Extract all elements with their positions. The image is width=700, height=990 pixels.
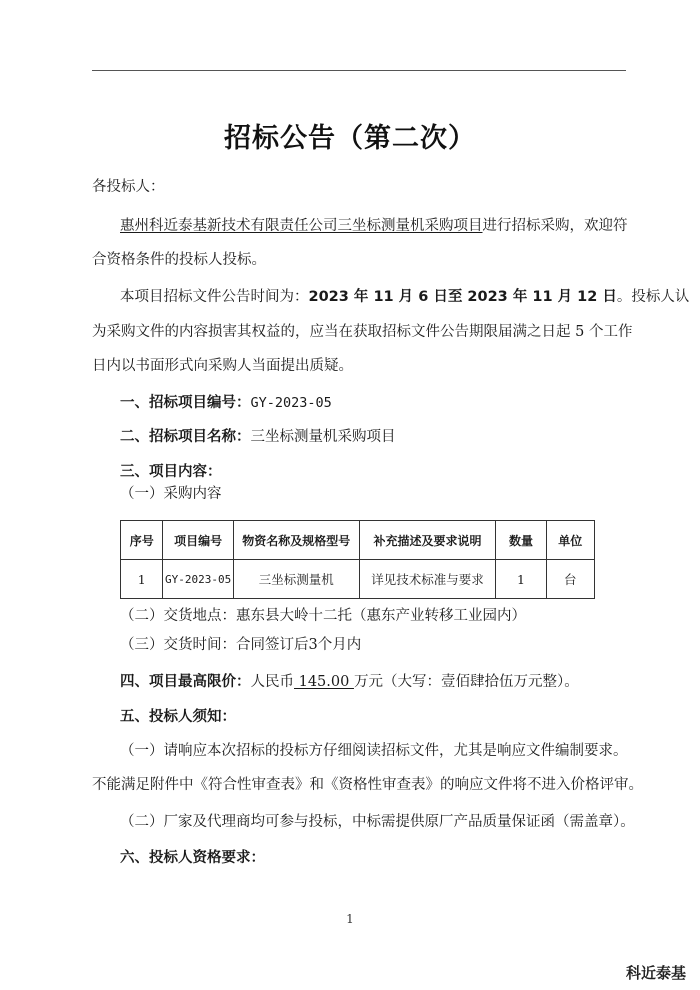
column-header: 物资名称及规格型号 <box>233 521 359 560</box>
notice-period: 2023 年 11 月 6 日至 2023 年 11 月 12 日 <box>308 289 617 305</box>
header-rule <box>92 70 626 71</box>
page-number: 1 <box>346 912 354 926</box>
section-6-label: 六、投标人资格要求： <box>120 850 265 866</box>
section-4 <box>120 673 579 691</box>
section-2-label: 二、招标项目名称： <box>120 429 251 445</box>
delivery-place: （二）交货地点：惠东县大岭十二托（惠东产业转移工业园内） <box>120 608 526 624</box>
delivery-time: （三）交货时间：合同签订后3个月内 <box>120 637 362 653</box>
section-5-item-2: （二）厂家及代理商均可参与投标，中标需提供原厂产品质量保证函（需盖章）。 <box>120 814 635 830</box>
table-header-row <box>121 521 595 560</box>
intro-line-2: 合资格条件的投标人投标。 <box>92 252 266 268</box>
project-name: 三坐标测量机采购项目 <box>250 429 396 445</box>
table-cell: 台 <box>546 560 594 599</box>
notice-suffix: 。投标人认 <box>616 289 690 305</box>
column-header: 单位 <box>546 521 594 560</box>
notice-line-2: 为采购文件的内容损害其权益的，应当在获取招标文件公告期限届满之日起 5 个工作 <box>92 324 633 340</box>
section-3-sub-1: （一）采购内容 <box>120 486 222 502</box>
project-code: GY-2023-05 <box>250 395 332 411</box>
table-cell: 1 <box>121 560 163 599</box>
intro-line-1 <box>120 217 628 235</box>
column-header: 项目编号 <box>163 521 233 560</box>
column-header: 序号 <box>121 521 163 560</box>
page-title: 招标公告（第二次） <box>224 123 476 154</box>
company-project-name: 惠州科近泰基新技术有限责任公司三坐标测量机采购项目 <box>120 218 483 234</box>
column-header: 补充描述及要求说明 <box>359 521 496 560</box>
table-cell: 1 <box>496 560 546 599</box>
section-3-label: 三、项目内容： <box>120 464 222 480</box>
section-5-label: 五、投标人须知： <box>120 709 236 725</box>
procurement-table <box>120 520 595 599</box>
table-cell: 详见技术标准与要求 <box>359 560 496 599</box>
watermark: 科近泰基 <box>625 964 686 982</box>
section-4-label: 四、项目最高限价： <box>120 674 251 690</box>
column-header: 数量 <box>496 521 546 560</box>
greeting: 各投标人： <box>92 179 165 195</box>
section-2 <box>120 428 396 446</box>
notice-prefix: 本项目招标文件公告时间为： <box>120 289 309 305</box>
intro-after: 进行招标采购，欢迎符 <box>482 218 628 234</box>
table-cell: GY-2023-05 <box>163 560 233 599</box>
table-row <box>121 560 595 599</box>
section-5-item-1-line-2: 不能满足附件中《符合性审查表》和《资格性审查表》的响应文件将不进入价格评审。 <box>92 777 643 793</box>
section-5-item-1-line-1: （一）请响应本次招标的投标方仔细阅读招标文件，尤其是响应文件编制要求。 <box>120 743 628 759</box>
price-suffix: 万元（大写：壹佰肆拾伍万元整）。 <box>353 674 579 690</box>
price-prefix: 人民币 <box>250 674 294 690</box>
price-amount: 145.00 <box>294 674 354 690</box>
notice-line-1 <box>120 288 689 306</box>
section-1-label: 一、招标项目编号： <box>120 395 251 411</box>
section-1 <box>120 394 332 412</box>
notice-line-3: 日内以书面形式向采购人当面提出质疑。 <box>92 358 353 374</box>
table-cell: 三坐标测量机 <box>233 560 359 599</box>
